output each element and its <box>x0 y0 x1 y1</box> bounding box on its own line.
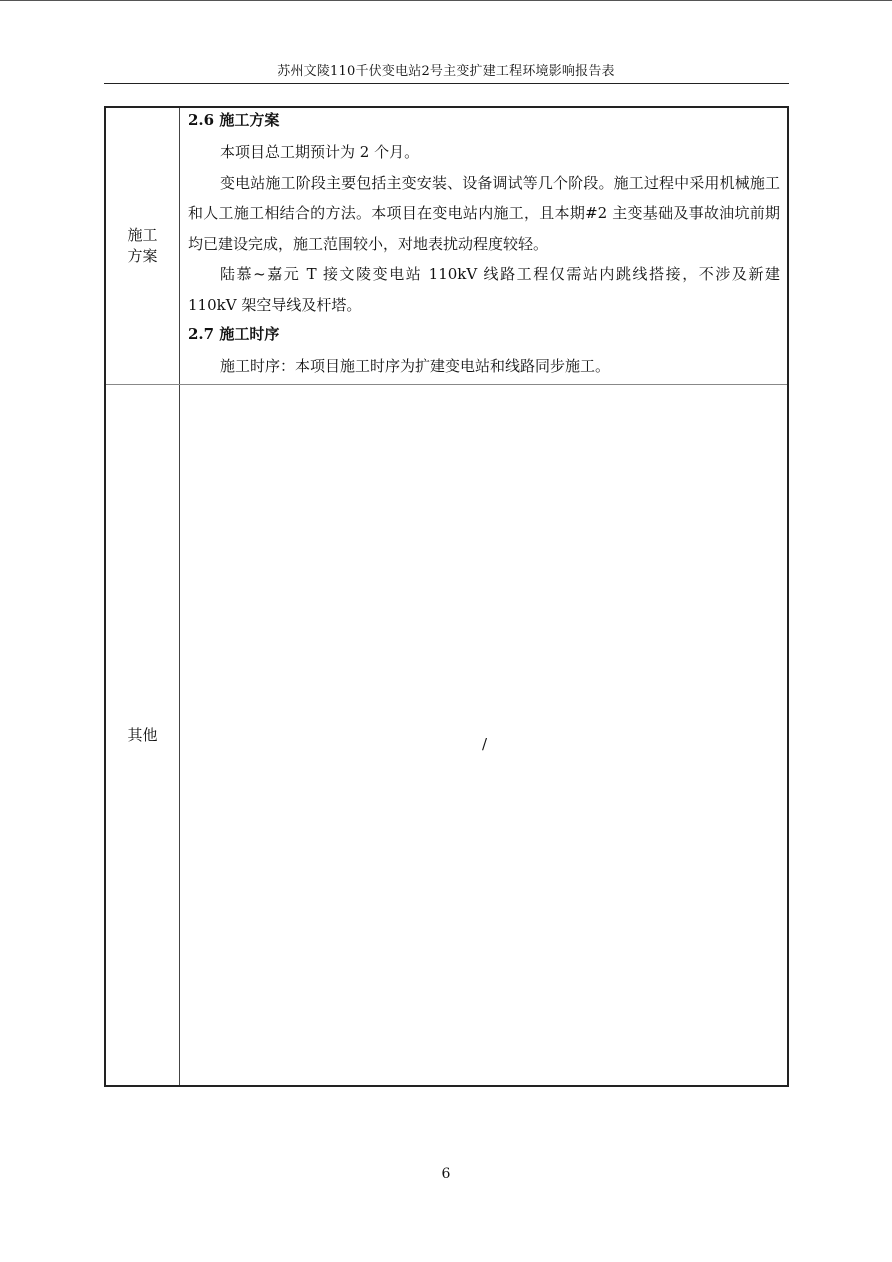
report-table <box>104 106 789 1087</box>
table-row-other <box>106 385 787 1085</box>
row-label-other-text: 其他 <box>127 725 158 744</box>
document-running-header: 苏州文陵110千伏变电站2号主变扩建工程环境影响报告表 <box>277 64 615 79</box>
row-label-line-1: 施工 <box>127 226 158 244</box>
section-heading-2-7: 2.7 施工时序 <box>188 325 280 343</box>
paragraph-substation-construction: 变电站施工阶段主要包括主变安装、设备调试等几个阶段。施工过程中采用机械施工和人工施工相结合的方法。本项目在变电站内施工，且本期#2 主变基础及事故油坑前期均已建设完成，施工范围较小，对地表扰动程度较轻。 <box>188 173 780 253</box>
row-label-other <box>106 385 179 1085</box>
page-top-edge <box>0 0 892 1</box>
paragraph-duration: 本项目总工期预计为 2 个月。 <box>220 143 420 161</box>
row-label-line-2: 方案 <box>127 247 158 265</box>
paragraph-line-works: 陆慕~嘉元 T 接文陵变电站 110kV 线路工程仅需站内跳线搭接，不涉及新建 110kV 架空导线及杆塔。 <box>188 265 780 314</box>
construction-plan-content <box>188 108 780 382</box>
section-heading-2-6: 2.6 施工方案 <box>188 111 280 129</box>
row-label-construction-plan <box>106 108 179 384</box>
page-number: 6 <box>441 1166 451 1182</box>
header-rule <box>104 83 789 84</box>
paragraph-construction-sequence: 施工时序：本项目施工时序为扩建变电站和线路同步施工。 <box>220 357 611 375</box>
other-content-placeholder: / <box>482 735 488 753</box>
table-row-construction-plan <box>106 108 787 384</box>
